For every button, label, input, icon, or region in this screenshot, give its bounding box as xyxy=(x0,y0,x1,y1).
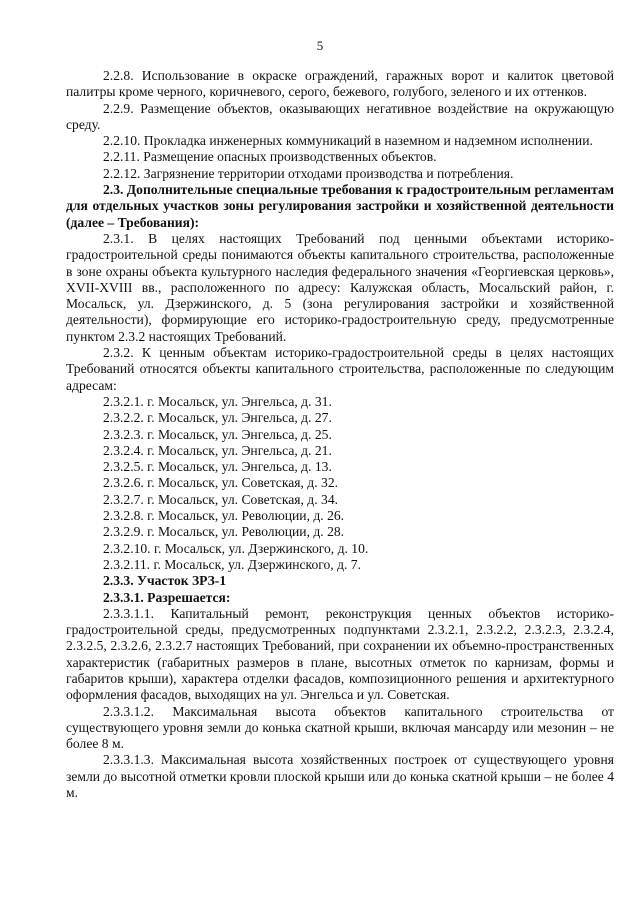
paragraph-2-3-3-1-1: 2.3.3.1.1. Капитальный ремонт, реконструкция ценных объектов историко-градостроительной среды, предусмотренных подпунктами 2.3.2.1, 2.3.2.2, 2.3.2.3, 2.3.2.4, 2.3.2.5, 2.3.2.6, 2.3.2.7 настоящих Требований, при сохранении их объемно-пространственных характеристик (габаритных размеров в плане, высотных отметок по карнизам, формы и габаритов крыши), характера отделки фасадов, композиционного решения и архитектурного оформления фасадов, выходящих на ул. Энгельса и ул. Советская. xyxy=(66,605,614,703)
address-item: 2.3.2.8. г. Мосальск, ул. Революции, д. 26. xyxy=(103,508,345,524)
address-item: 2.3.2.3. г. Мосальск, ул. Энгельса, д. 25. xyxy=(103,426,332,442)
address-item: 2.3.2.2. г. Мосальск, ул. Энгельса, д. 27. xyxy=(103,410,332,426)
paragraph-2-3-1: 2.3.1. В целях настоящих Требований под ценными объектами историко-градостроительной среды понимаются объекты капитального строительства, расположенные в зоне охраны объекта культурного наследия федерального значения «Георгиевская церковь», XVII-XVIII вв., расположенного по адресу: Калужская область, Мосальский район, г. Мосальск, ул. Дзержинского, д. 5 (зона регулирования застройки и хозяйственной деятельности), формирующие его историко-градостроительную среду, предусмотренные пунктом 2.3.2 настоящих Требований. xyxy=(66,230,614,344)
address-item: 2.3.2.6. г. Мосальск, ул. Советская, д. 32. xyxy=(103,475,339,491)
paragraph-2-2-11: 2.2.11. Размещение опасных производственных объектов. xyxy=(103,149,437,165)
address-item: 2.3.2.9. г. Мосальск, ул. Революции, д. 28. xyxy=(103,524,345,540)
paragraph-2-2-10: 2.2.10. Прокладка инженерных коммуникаций в наземном и надземном исполнении. xyxy=(103,133,593,149)
address-list xyxy=(66,394,614,573)
address-item: 2.3.2.11. г. Мосальск, ул. Дзержинского, д. 7. xyxy=(103,556,361,572)
subheading-2-3-3-1: 2.3.3.1. Разрешается: xyxy=(103,589,231,605)
address-item: 2.3.2.1. г. Мосальск, ул. Энгельса, д. 31. xyxy=(103,393,332,409)
address-item: 2.3.2.7. г. Мосальск, ул. Советская, д. 34. xyxy=(103,491,339,507)
paragraph-2-2-8: 2.2.8. Использование в окраске ограждений, гаражных ворот и калиток цветовой палитры кроме черного, коричневого, серого, бежевого, голубого, зеленого и их оттенков. xyxy=(66,68,614,100)
address-item: 2.3.2.4. г. Мосальск, ул. Энгельса, д. 21. xyxy=(103,442,332,458)
address-item: 2.3.2.10. г. Мосальск, ул. Дзержинского, д. 10. xyxy=(103,540,369,556)
section-heading-2-3-3: 2.3.3. Участок ЗРЗ-1 xyxy=(103,573,227,589)
paragraph-2-3-3-1-2: 2.3.3.1.2. Максимальная высота объектов капитального строительства от существующего уровня земли до конька скатной крыши, включая мансарду или мезонин – не более 8 м. xyxy=(66,703,614,752)
paragraph-2-3-3-1-3: 2.3.3.1.3. Максимальная высота хозяйственных построек от существующего уровня земли до высотной отметки кровли плоской крыши или до конька скатной крыши – не более 4 м. xyxy=(66,752,614,801)
paragraph-2-2-9: 2.2.9. Размещение объектов, оказывающих негативное воздействие на окружающую среду. xyxy=(66,100,614,132)
address-item: 2.3.2.5. г. Мосальск, ул. Энгельса, д. 13. xyxy=(103,459,332,475)
document-body xyxy=(66,68,614,801)
paragraph-2-3-2: 2.3.2. К ценным объектам историко-градостроительной среды в целях настоящих Требований относятся объекты капитального строительства, расположенные по следующим адресам: xyxy=(66,345,614,393)
section-heading-2-3: 2.3. Дополнительные специальные требования к градостроительным регламентам для отдельных участков зоны регулирования застройки и хозяйственной деятельности (далее – Требования): xyxy=(66,182,614,230)
paragraph-2-2-12: 2.2.12. Загрязнение территории отходами производства и потребления. xyxy=(103,165,514,181)
page-number: 5 xyxy=(316,38,324,53)
